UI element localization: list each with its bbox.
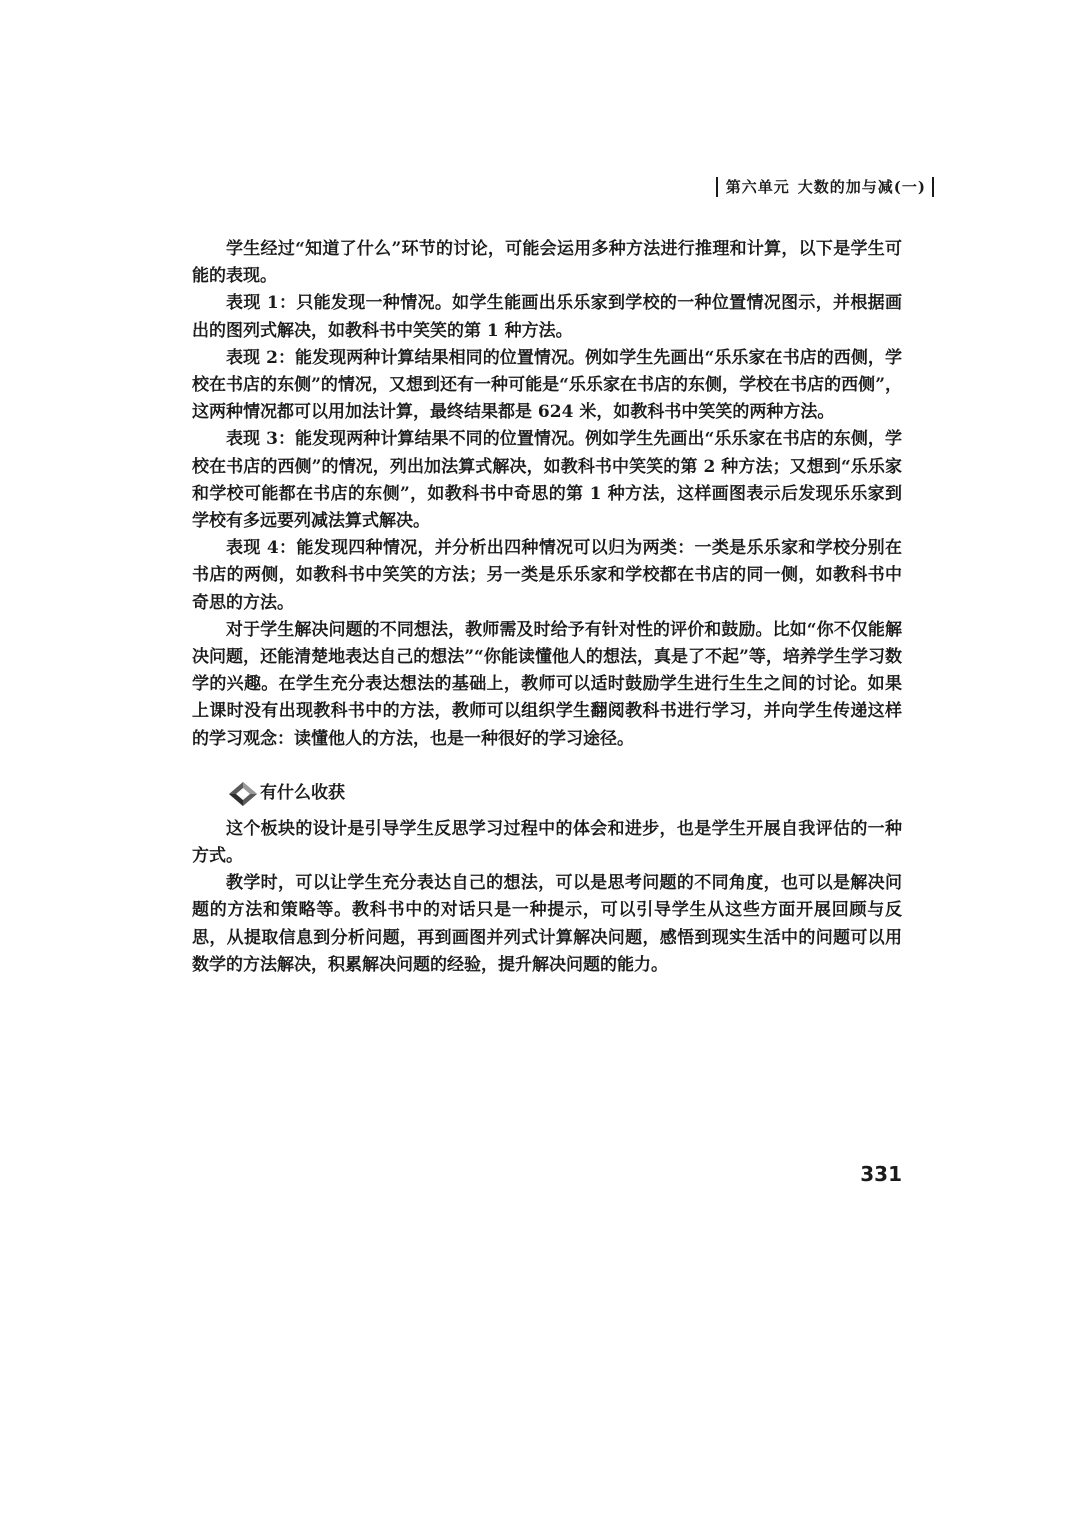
paragraph: 对于学生解决问题的不同想法，教师需及时给予有针对性的评价和鼓励。比如“你不仅能解决问题，还能清楚地表达自己的想法”“你能读懂他人的想法，真是了不起”等，培养学生学习数学的兴趣。在学生充分表达想法的基础上，教师可以适时鼓励学生进行生生之间的讨论。如果上课时没有出现教科书中的方法，教师可以组织学生翻阅教科书进行学习，并向学生传递这样的学习观念：读懂他人的方法，也是一种很好的学习途径。 (192, 619, 902, 749)
header-chapter: 第六单元 (725, 178, 790, 196)
header-right-rule (932, 177, 934, 197)
paragraph: 这个板块的设计是引导学生反思学习过程中的体会和进步，也是学生开展自我评估的一种方式。 (192, 818, 902, 867)
paragraph: 学生经过“知道了什么”环节的讨论，可能会运用多种方法进行推理和计算，以下是学生可能的表现。 (192, 239, 902, 287)
section-heading (228, 781, 902, 807)
paragraph: 表现 3：能发现两种计算结果不同的位置情况。例如学生先画出“乐乐家在书店的东侧，学校在书店的西侧”的情况，列出加法算式解决，如教科书中笑笑的第 2 种方法；又想到“乐乐家和学校可能都在书店的东侧”，如教科书中奇思的第 1 种方法，这样画图表示后发现乐乐家到学校有多远要列减法算式解决。 (192, 429, 902, 532)
diamond-section-icon (228, 781, 258, 807)
paragraph: 表现 2：能发现两种计算结果相同的位置情况。例如学生先画出“乐乐家在书店的西侧，学校在书店的东侧”的情况，又想到还有一种可能是“乐乐家在书店的东侧，学校在书店的西侧”，这两种情况都可以用加法计算，最终结果都是 624 米，如教科书中笑笑的两种方法。 (192, 347, 902, 423)
paragraph: 教学时，可以让学生充分表达自己的想法，可以是思考问题的不同角度，也可以是解决问题的方法和策略等。教科书中的对话只是一种提示，可以引导学生从这些方面开展回顾与反思，从提取信息到分析问题，再到画图并列式计算解决问题，感悟到现实生活中的问题可以用数学的方法解决，积累解决问题的经验，提升解决问题的能力。 (192, 873, 902, 975)
paragraph: 表现 1：只能发现一种情况。如学生能画出乐乐家到学校的一种位置情况图示，并根据画出的图列式解决，如教科书中笑笑的第 1 种方法。 (192, 293, 902, 341)
running-header (716, 176, 934, 197)
section-title: 有什么收获 (260, 783, 345, 804)
page-body (192, 236, 902, 979)
header-title: 大数的加与减(一) (797, 178, 926, 196)
page-number: 331 (860, 1162, 902, 1186)
paragraph: 表现 4：能发现四种情况，并分析出四种情况可以归为两类：一类是乐乐家和学校分别在书店的两侧，如教科书中笑笑的方法；另一类是乐乐家和学校都在书店的同一侧，如教科书中奇思的方法。 (192, 538, 902, 613)
header-left-rule (716, 177, 718, 197)
